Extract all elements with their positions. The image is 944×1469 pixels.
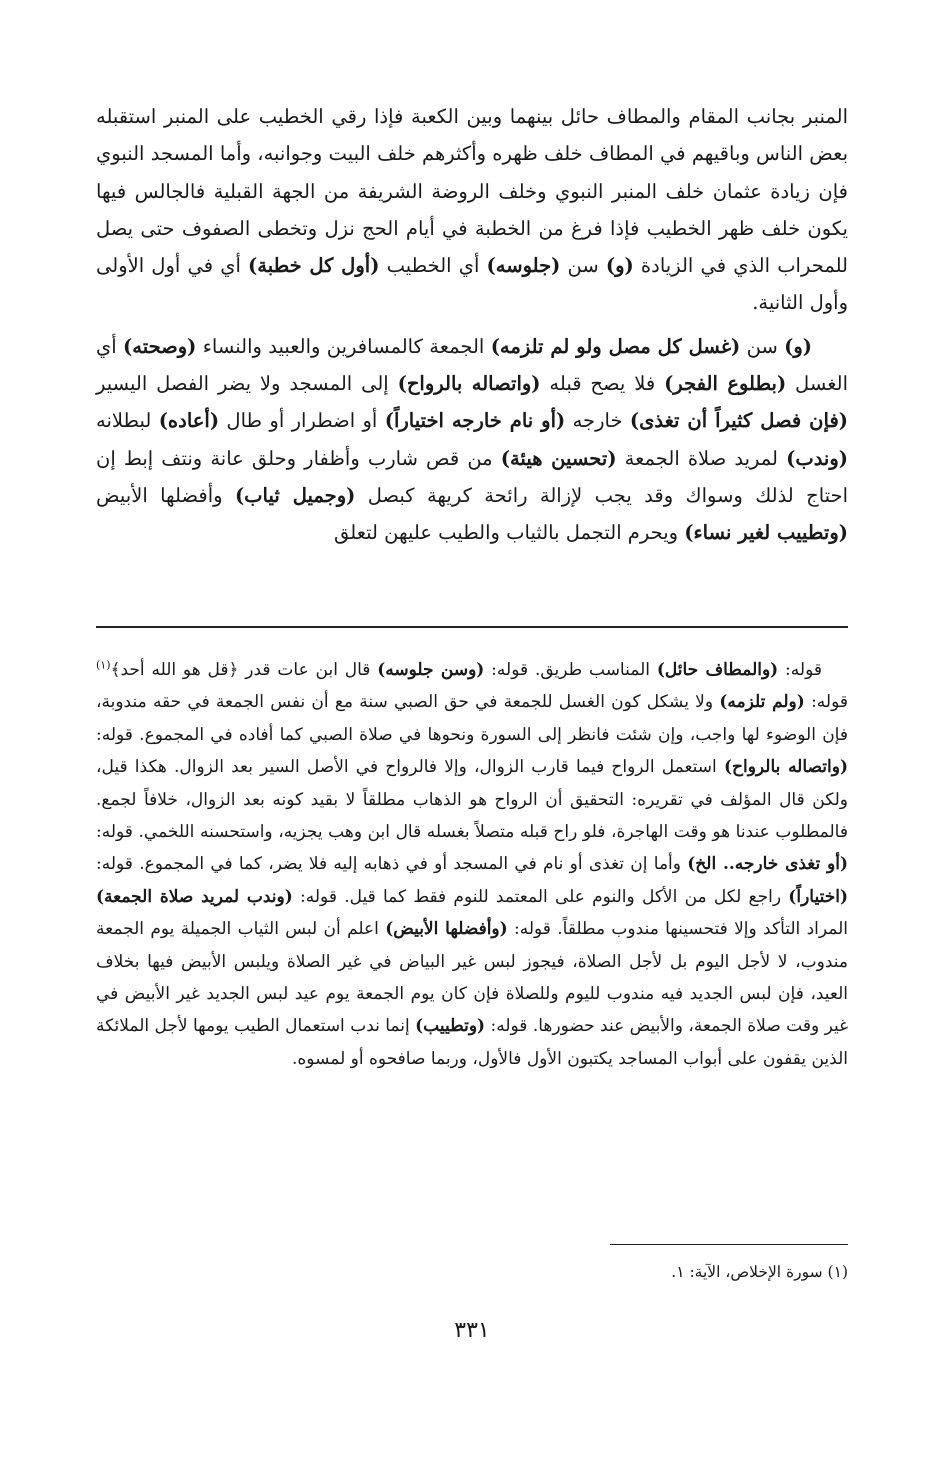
text-run: راجع لكل من الأكل والنوم على المعتمد للنوم فقط كما قيل. قوله: (292, 886, 789, 907)
matn-term: (وجميل ثياب) (234, 483, 356, 507)
text-run: اعلم أن لبس الثياب الجميلة يوم الجمعة مندوب، لا لأجل اليوم بل لأجل الصلاة، فيجوز لبس غير البياض في غير الصلاة ويلبس الأبيض فيها بخلاف العيد، فإن لبس الجديد فيه مندوب لليوم وللصلاة فإن كان يوم الجمعة يوم عيد لبس الجديد غير الأبيض في غير وقت صلاة الجمعة، والأبيض عند حضورها. قوله: (96, 919, 848, 1037)
text-run: أي الخطيب (379, 254, 487, 278)
footnote: (١) سورة الإخلاص، الآية: ١. (671, 1263, 848, 1281)
commentary-term: (اختياراً) (788, 886, 848, 907)
text-run: فلا يصح قبله (540, 372, 665, 396)
matn-term: (تحسين هيئة) (500, 446, 617, 470)
text-run: خارجه (565, 409, 630, 433)
main-commentary-divider (96, 626, 848, 628)
text-run: الجمعة كالمسافرين والعبيد والنساء (196, 334, 491, 358)
matn-term: (فإن فصل كثيراً أن تغذى) (629, 409, 848, 433)
text-run: المناسب طريق. قوله: (484, 660, 657, 680)
footnote-marker: (١) (96, 658, 111, 672)
main-text-block (96, 98, 848, 552)
matn-term: (وندب) (786, 446, 848, 470)
text-run: أي الغسل (96, 334, 848, 396)
matn-term: (و) (784, 334, 812, 358)
text-run: المنبر بجانب المقام والمطاف حائل بينهما وبين الكعبة فإذا رقي الخطيب على المنبر استقبله بعض الناس وباقيهم في المطاف خلف ظهره وأكثرهم خلف البيت وجوانبه، وأما المسجد النبوي فإن زيادة عثمان خلف المنبر النبوي وخلف الروضة الشريفة من الجهة القبلية فالجالس فيها يكون خلف ظهر الخطيب فإذا فرغ من الخطبة في أيام الحج نزل وتخطى الصفوف حتى يصل للمحراب الذي في الزيادة (96, 105, 848, 278)
main-paragraph-2 (96, 328, 848, 552)
text-run: لبطلانه (96, 409, 159, 433)
text-run: المراد التأكد وإلا فتحسينها مندوب مطلقاً. قوله: (507, 919, 848, 940)
text-run: أو اضطرار أو طال (219, 409, 385, 433)
matn-term: (أعاده) (158, 409, 220, 433)
commentary-term: (وندب لمريد صلاة الجمعة) (96, 886, 293, 907)
matn-term: (و) (605, 254, 634, 278)
text-run: إنما ندب استعمال الطيب يومها لأجل الملائكة الذين يقفون على أبواب المساجد يكتبون الأول فالأول، وربما صافحوه أو لمسوه. (96, 1016, 848, 1069)
text-run: قوله: (778, 660, 822, 680)
page-number: ٣٣١ (454, 1318, 490, 1343)
text-run: وأفضلها الأبيض (96, 483, 235, 507)
text-run: إلى المسجد ولا يضر الفصل اليسير (96, 372, 398, 396)
text-run: قوله: (804, 692, 848, 713)
commentary-term: (واتصاله بالرواح) (723, 757, 848, 778)
commentary-term: (والمطاف حائل) (656, 660, 779, 680)
matn-term: (وصحته) (123, 334, 197, 358)
matn-term: (أو نام خارجه اختياراً) (384, 409, 566, 433)
commentary-term: (وتطييب) (415, 1016, 486, 1037)
matn-term: (أول كل خطبة) (248, 254, 380, 278)
text-run: ويحرم التجمل بالثياب والطيب عليهن لتعلق (334, 521, 685, 545)
commentary-term: (وسن جلوسه) (377, 660, 485, 680)
matn-term: (بطلوع الفجر) (664, 372, 787, 396)
text-run: سن (740, 334, 785, 358)
commentary-term: (وأفضلها الأبيض) (385, 919, 508, 940)
matn-term: (واتصاله بالرواح) (397, 372, 541, 396)
text-run: ولا يشكل كون الغسل للجمعة في حق الصبي سنة مع أن نفس الجمعة في حقه مندوبة، فإن الوضوء لها واجب، وإن شئت فانظر إلى السورة ونحوها في صلاة الصبي كما أفاده في المجموع. قوله: (96, 692, 848, 745)
text-run: سن (560, 254, 606, 278)
text-run: قال ابن عات قدر ﴿قل هو الله أحد﴾ (110, 660, 378, 680)
text-run: من قص شارب وأظفار وحلق عانة ونتف إبط إن احتاج لذلك وسواك وقد يجب لإزالة رائحة كريهة كبصل (96, 446, 848, 507)
text-run: لمريد صلاة الجمعة (616, 446, 787, 470)
text-run: وأما إن تغذى أو نام في المسجد أو في ذهابه إليه فلا يضر، كما في المجموع. قوله: (96, 854, 688, 875)
main-paragraph-1 (96, 98, 848, 322)
matn-term: (جلوسه) (486, 254, 561, 278)
commentary-paragraph (96, 654, 848, 1075)
commentary-block (96, 654, 848, 1075)
matn-term: (وتطييب لغير نساء) (684, 521, 848, 545)
footnote-divider (610, 1244, 848, 1245)
matn-term: (غسل كل مصل ولو لم تلزمه) (490, 334, 741, 358)
text-run: استعمل الرواح فيما قارب الزوال، وإلا فالرواح في الأصل السير بعد الزوال. هكذا قيل، ولكن قال المؤلف في تقريره: التحقيق أن الرواح هو الذهاب مطلقاً لا بقيد كونه بعد الزوال، خلافاً لجمع. فالمطلوب عندنا هو وقت الهاجرة، فلو راح قبله متصلاً بغسله قال ابن وهب يجزيه، واستحسنه اللخمي. قوله: (96, 757, 848, 843)
commentary-term: (ولم تلزمه) (719, 692, 805, 713)
commentary-term: (أو تغذى خارجه.. الخ) (687, 854, 848, 875)
text-run: أي في أول الأولى وأول الثانية. (96, 254, 848, 315)
